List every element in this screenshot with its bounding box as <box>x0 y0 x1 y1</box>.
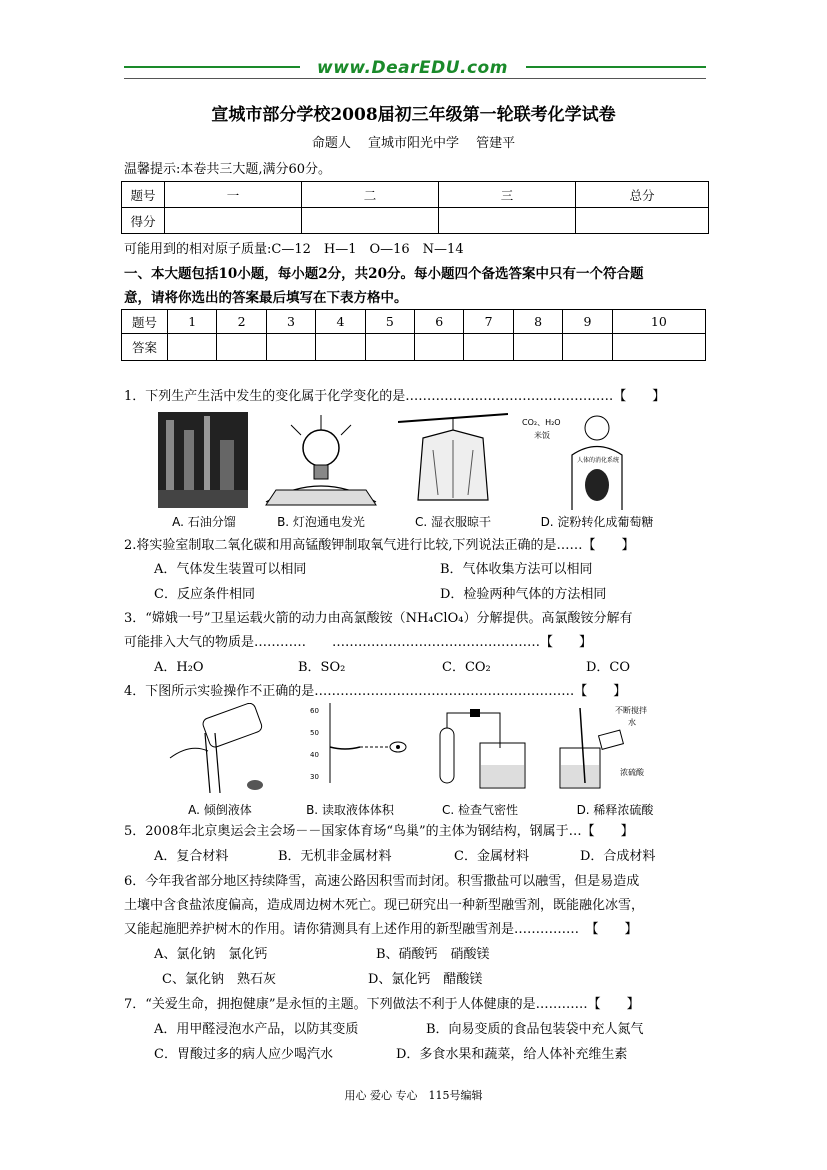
answer-header-cell: 1 <box>168 310 217 334</box>
q6-option-a[interactable]: A、氯化钠 氯化钙 <box>154 947 268 962</box>
banner-line-right <box>526 66 706 68</box>
q5-option-a[interactable]: A．复合材料 <box>154 849 229 864</box>
q4-tick-label: 30 <box>310 773 319 781</box>
answer-cell[interactable] <box>415 334 464 361</box>
clothes-icon <box>398 410 508 510</box>
answer-header-cell: 7 <box>464 310 513 334</box>
q7-option-c[interactable]: C．胃酸过多的病人应少喝汽水 <box>154 1047 333 1062</box>
q1-text: 1．下列生产生活中发生的变化属于化学变化的是…………………………………………【 】 <box>124 389 666 404</box>
score-header-cell: 一 <box>165 182 302 208</box>
q3-option-b[interactable]: B．SO₂ <box>298 660 346 675</box>
score-header-cell: 总分 <box>576 182 709 208</box>
q7-option-b[interactable]: B．向易变质的食品包装袋中充人氮气 <box>426 1022 644 1037</box>
q4-caption-c: C. 检查气密性 <box>441 803 518 817</box>
banner-line-left <box>124 66 300 68</box>
q4-fig-label-water: 水 <box>628 718 636 727</box>
answer-cell[interactable] <box>513 334 562 361</box>
q4-text: 4．下图所示实验操作不正确的是……………………………………………………【 】 <box>124 684 627 699</box>
q2-option-c[interactable]: C．反应条件相同 <box>154 587 255 602</box>
answer-header-cell: 9 <box>563 310 612 334</box>
q4-figure-d <box>550 703 680 818</box>
answer-header-cell: 10 <box>612 310 705 334</box>
q1-figure-a <box>158 410 250 530</box>
q3-option-d[interactable]: D．CO <box>586 660 631 675</box>
q2-option-b[interactable]: B．气体收集方法可以相同 <box>440 562 593 577</box>
q1-caption-c: C. 湿衣服晾干 <box>414 515 491 529</box>
answer-header-cell: 3 <box>266 310 315 334</box>
score-cell[interactable] <box>302 208 439 234</box>
q2-text: 2.将实验室制取二氧化碳和用高锰酸钾制取氧气进行比较,下列说法正确的是……【 】 <box>124 538 635 553</box>
q4-caption-a: A. 倾倒液体 <box>188 803 252 817</box>
answer-cell[interactable] <box>365 334 414 361</box>
q1-fig-label-co2: CO₂、H₂O <box>522 418 561 427</box>
answer-cell[interactable] <box>316 334 365 361</box>
q2-option-d[interactable]: D．检验两种气体的方法相同 <box>440 587 607 602</box>
q4-tick-label: 50 <box>310 729 319 737</box>
score-cell[interactable] <box>576 208 709 234</box>
q1-fig-label-system: 人体的消化系统 <box>577 457 620 464</box>
q6-option-d[interactable]: D、氯化钙 醋酸镁 <box>368 972 483 987</box>
q5-option-b[interactable]: B．无机非金属材料 <box>278 849 392 864</box>
answer-table <box>121 309 706 361</box>
section1-line2: 意，请将你选出的答案最后填写在下表方格中。 <box>124 290 408 306</box>
answer-cell[interactable] <box>563 334 612 361</box>
q2-option-a[interactable]: A．气体发生装置可以相同 <box>154 562 307 577</box>
page-footer: 用心 爱心 专心 115号编辑 <box>344 1089 483 1102</box>
atomic-mass-line: 可能用到的相对原子质量:C—12 H—1 O—16 N—14 <box>124 242 464 257</box>
q1-figure-b <box>256 410 386 530</box>
q5-option-c[interactable]: C．金属材料 <box>454 849 529 864</box>
q4-caption-d: D. 稀释浓硫酸 <box>576 803 654 817</box>
q3-line2: 可能排入大气的物质是………… …………………………………………【 】 <box>124 635 593 650</box>
score-header-cell: 二 <box>302 182 439 208</box>
digestive-system-icon <box>522 410 672 510</box>
q6-option-c[interactable]: C、氯化钠 熟石灰 <box>162 972 276 987</box>
q6-line1: 6．今年我省部分地区持续降雪，高速公路因积雪而封闭。积雪撒盐可以融雪，但是易造成 <box>124 874 640 889</box>
q1-caption-b: B. 灯泡通电发光 <box>277 515 365 529</box>
answer-row-label: 答案 <box>122 334 168 361</box>
q7-option-a[interactable]: A．用甲醛浸泡水产品，以防其变质 <box>154 1022 359 1037</box>
answer-cell[interactable] <box>266 334 315 361</box>
answer-header-cell: 题号 <box>122 310 168 334</box>
site-logo: www.DearEDU.com <box>317 58 508 78</box>
q4-caption-b: B. 读取液体体积 <box>306 803 394 817</box>
q1-figure-d <box>522 410 672 530</box>
header-rule <box>124 78 706 79</box>
q6-option-b[interactable]: B、硝酸钙 硝酸镁 <box>376 947 490 962</box>
q4-figure-c <box>420 703 540 818</box>
q7-option-d[interactable]: D．多食水果和蔬菜，给人体补充维生素 <box>396 1047 628 1062</box>
answer-cell[interactable] <box>168 334 217 361</box>
q6-line3: 又能起施肥养护树木的作用。请你猜测具有上述作用的新型融雪剂是…………… 【 】 <box>124 922 638 937</box>
q3-option-a[interactable]: A．H₂O <box>154 660 204 675</box>
refinery-icon <box>158 410 250 510</box>
answer-header-cell: 8 <box>513 310 562 334</box>
author-line: 命题人 宣城市阳光中学 管建平 <box>311 136 516 151</box>
section1-line1: 一、本大题包括10小题，每小题2分，共20分。每小题四个备选答案中只有一个符合题 <box>124 266 644 282</box>
q6-line2: 土壤中含食盐浓度偏高，造成周边树木死亡。现已研究出一种新型融雪剂，既能融化冰雪， <box>124 898 645 913</box>
answer-header-cell: 4 <box>316 310 365 334</box>
answer-header-cell: 6 <box>415 310 464 334</box>
answer-header-cell: 2 <box>217 310 266 334</box>
score-cell[interactable] <box>439 208 576 234</box>
answer-cell[interactable] <box>464 334 513 361</box>
q4-fig-label-acid: 浓硫酸 <box>620 768 644 777</box>
answer-cell[interactable] <box>612 334 705 361</box>
q5-option-d[interactable]: D．合成材料 <box>580 849 656 864</box>
score-header-cell: 三 <box>439 182 576 208</box>
q3-line1: 3．“嫦娥一号”卫星运载火箭的动力由高氯酸铵（NH₄ClO₄）分解提供。高氯酸铵分解有 <box>124 611 633 626</box>
lightbulb-icon <box>256 410 386 510</box>
q4-tick-label: 40 <box>310 751 319 759</box>
q1-caption-a: A. 石油分馏 <box>172 515 236 529</box>
dilution-icon <box>550 703 680 798</box>
score-row-label: 得分 <box>122 208 165 234</box>
q7-text: 7．“关爱生命，拥抱健康”是永恒的主题。下列做法不利于人体健康的是…………【 】 <box>124 997 640 1012</box>
graduated-cylinder-icon <box>290 703 410 798</box>
answer-header-cell: 5 <box>365 310 414 334</box>
page-title: 宣城市部分学校2008届初三年级第一轮联考化学试卷 <box>211 105 616 125</box>
q1-figure-c <box>398 410 508 530</box>
q3-option-c[interactable]: C．CO₂ <box>442 660 491 675</box>
q4-fig-label-stir: 不断搅拌 <box>615 706 647 715</box>
q5-text: 5．2008年北京奥运会主会场－－国家体育场“鸟巢”的主体为钢结构，钢属于…【 】 <box>124 824 634 839</box>
score-table <box>121 181 709 234</box>
pouring-liquid-icon <box>160 703 280 798</box>
score-header-cell: 题号 <box>122 182 165 208</box>
q1-fig-label-rice: 米饭 <box>534 431 550 440</box>
q4-tick-label: 60 <box>310 707 319 715</box>
score-cell[interactable] <box>165 208 302 234</box>
q4-figure-b <box>290 703 410 818</box>
airtightness-test-icon <box>420 703 540 798</box>
q4-figures <box>160 703 680 818</box>
tip-line: 温馨提示:本卷共三大题,满分60分。 <box>124 162 332 177</box>
q4-figure-a <box>160 703 280 818</box>
q1-figures <box>158 410 672 530</box>
answer-cell[interactable] <box>217 334 266 361</box>
q1-caption-d: D. 淀粉转化成葡萄糖 <box>540 515 654 529</box>
